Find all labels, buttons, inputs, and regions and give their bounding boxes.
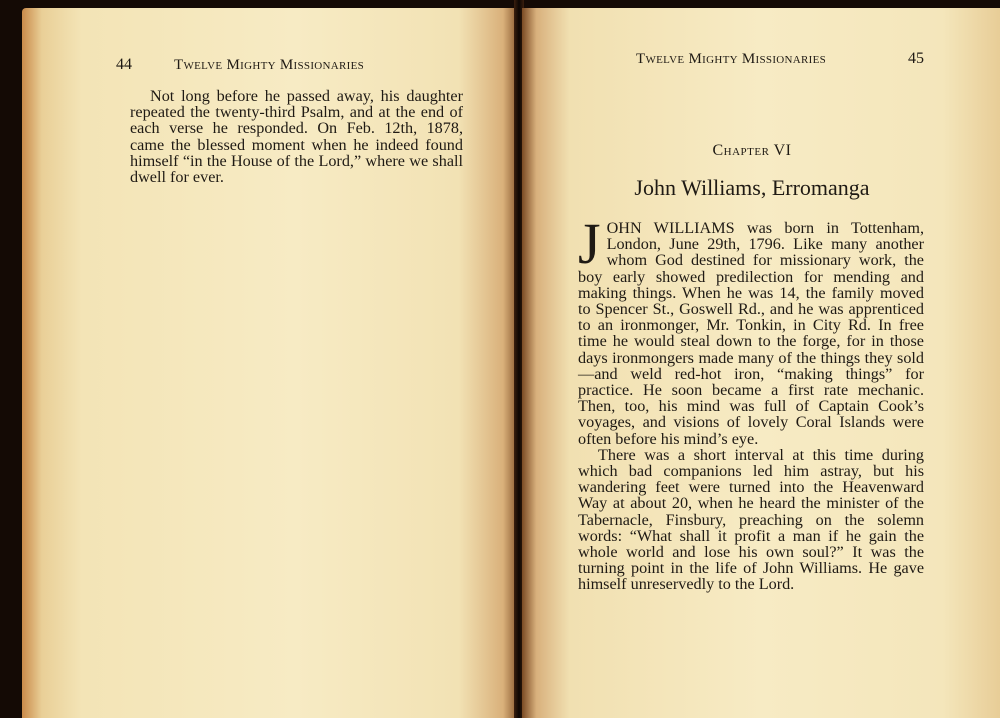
chapter-label: Chapter VI bbox=[712, 142, 792, 159]
left-running-head: Twelve Mighty Missionaries bbox=[174, 57, 365, 73]
left-page-number: 44 bbox=[116, 56, 132, 73]
left-body-text bbox=[130, 88, 463, 185]
right-page bbox=[522, 8, 1000, 718]
drop-cap: J bbox=[578, 211, 601, 276]
left-page bbox=[22, 8, 518, 718]
left-paragraph: Not long before he passed away, his daughter repeated the twenty-third Psalm, and at the end of each verse he responded. On Feb. 12th, 1878, came the blessed moment when he indeed found himself “in the House of the Lord,” where we shall dwell for ever. bbox=[130, 87, 463, 187]
right-page-number: 45 bbox=[908, 50, 924, 67]
chapter-title: John Williams, Erromanga bbox=[634, 175, 870, 200]
right-body-text bbox=[578, 211, 924, 594]
right-running-head: Twelve Mighty Missionaries bbox=[636, 51, 827, 67]
paragraph-1-text: OHN WILLIAMS was born in Tottenham, London, June 29th, 1796. Like many another whom God destined for missionary work, the boy early showed predilection for mending and making things. When he was 14, the family moved to Spencer St., Goswell Rd., and he was apprenticed to an ironmonger, Mr. Tonkin, in City Rd. In free time he would steal down to the forge, for in those days ironmongers made many of the things they sold—and weld red-hot iron, “making things” for practice. He soon became a first rate mechanic. Then, too, his mind was full of Captain Cook’s voyages, and visions of lovely Coral Islands were often before his mind’s eye. bbox=[578, 219, 924, 448]
right-paragraph-1 bbox=[578, 211, 924, 448]
right-paragraph-2: There was a short interval at this time during which bad companions led him astray, but his wandering feet were turned into the Heavenward Way at about 20, when he heard the minister of the Tabernacle, Finsbury, preaching on the solemn words: “What shall it profit a man if he gain the whole world and lose his own soul?” It was the turning point in the life of John Williams. He gave himself unreservedly to the Lord. bbox=[578, 445, 924, 594]
